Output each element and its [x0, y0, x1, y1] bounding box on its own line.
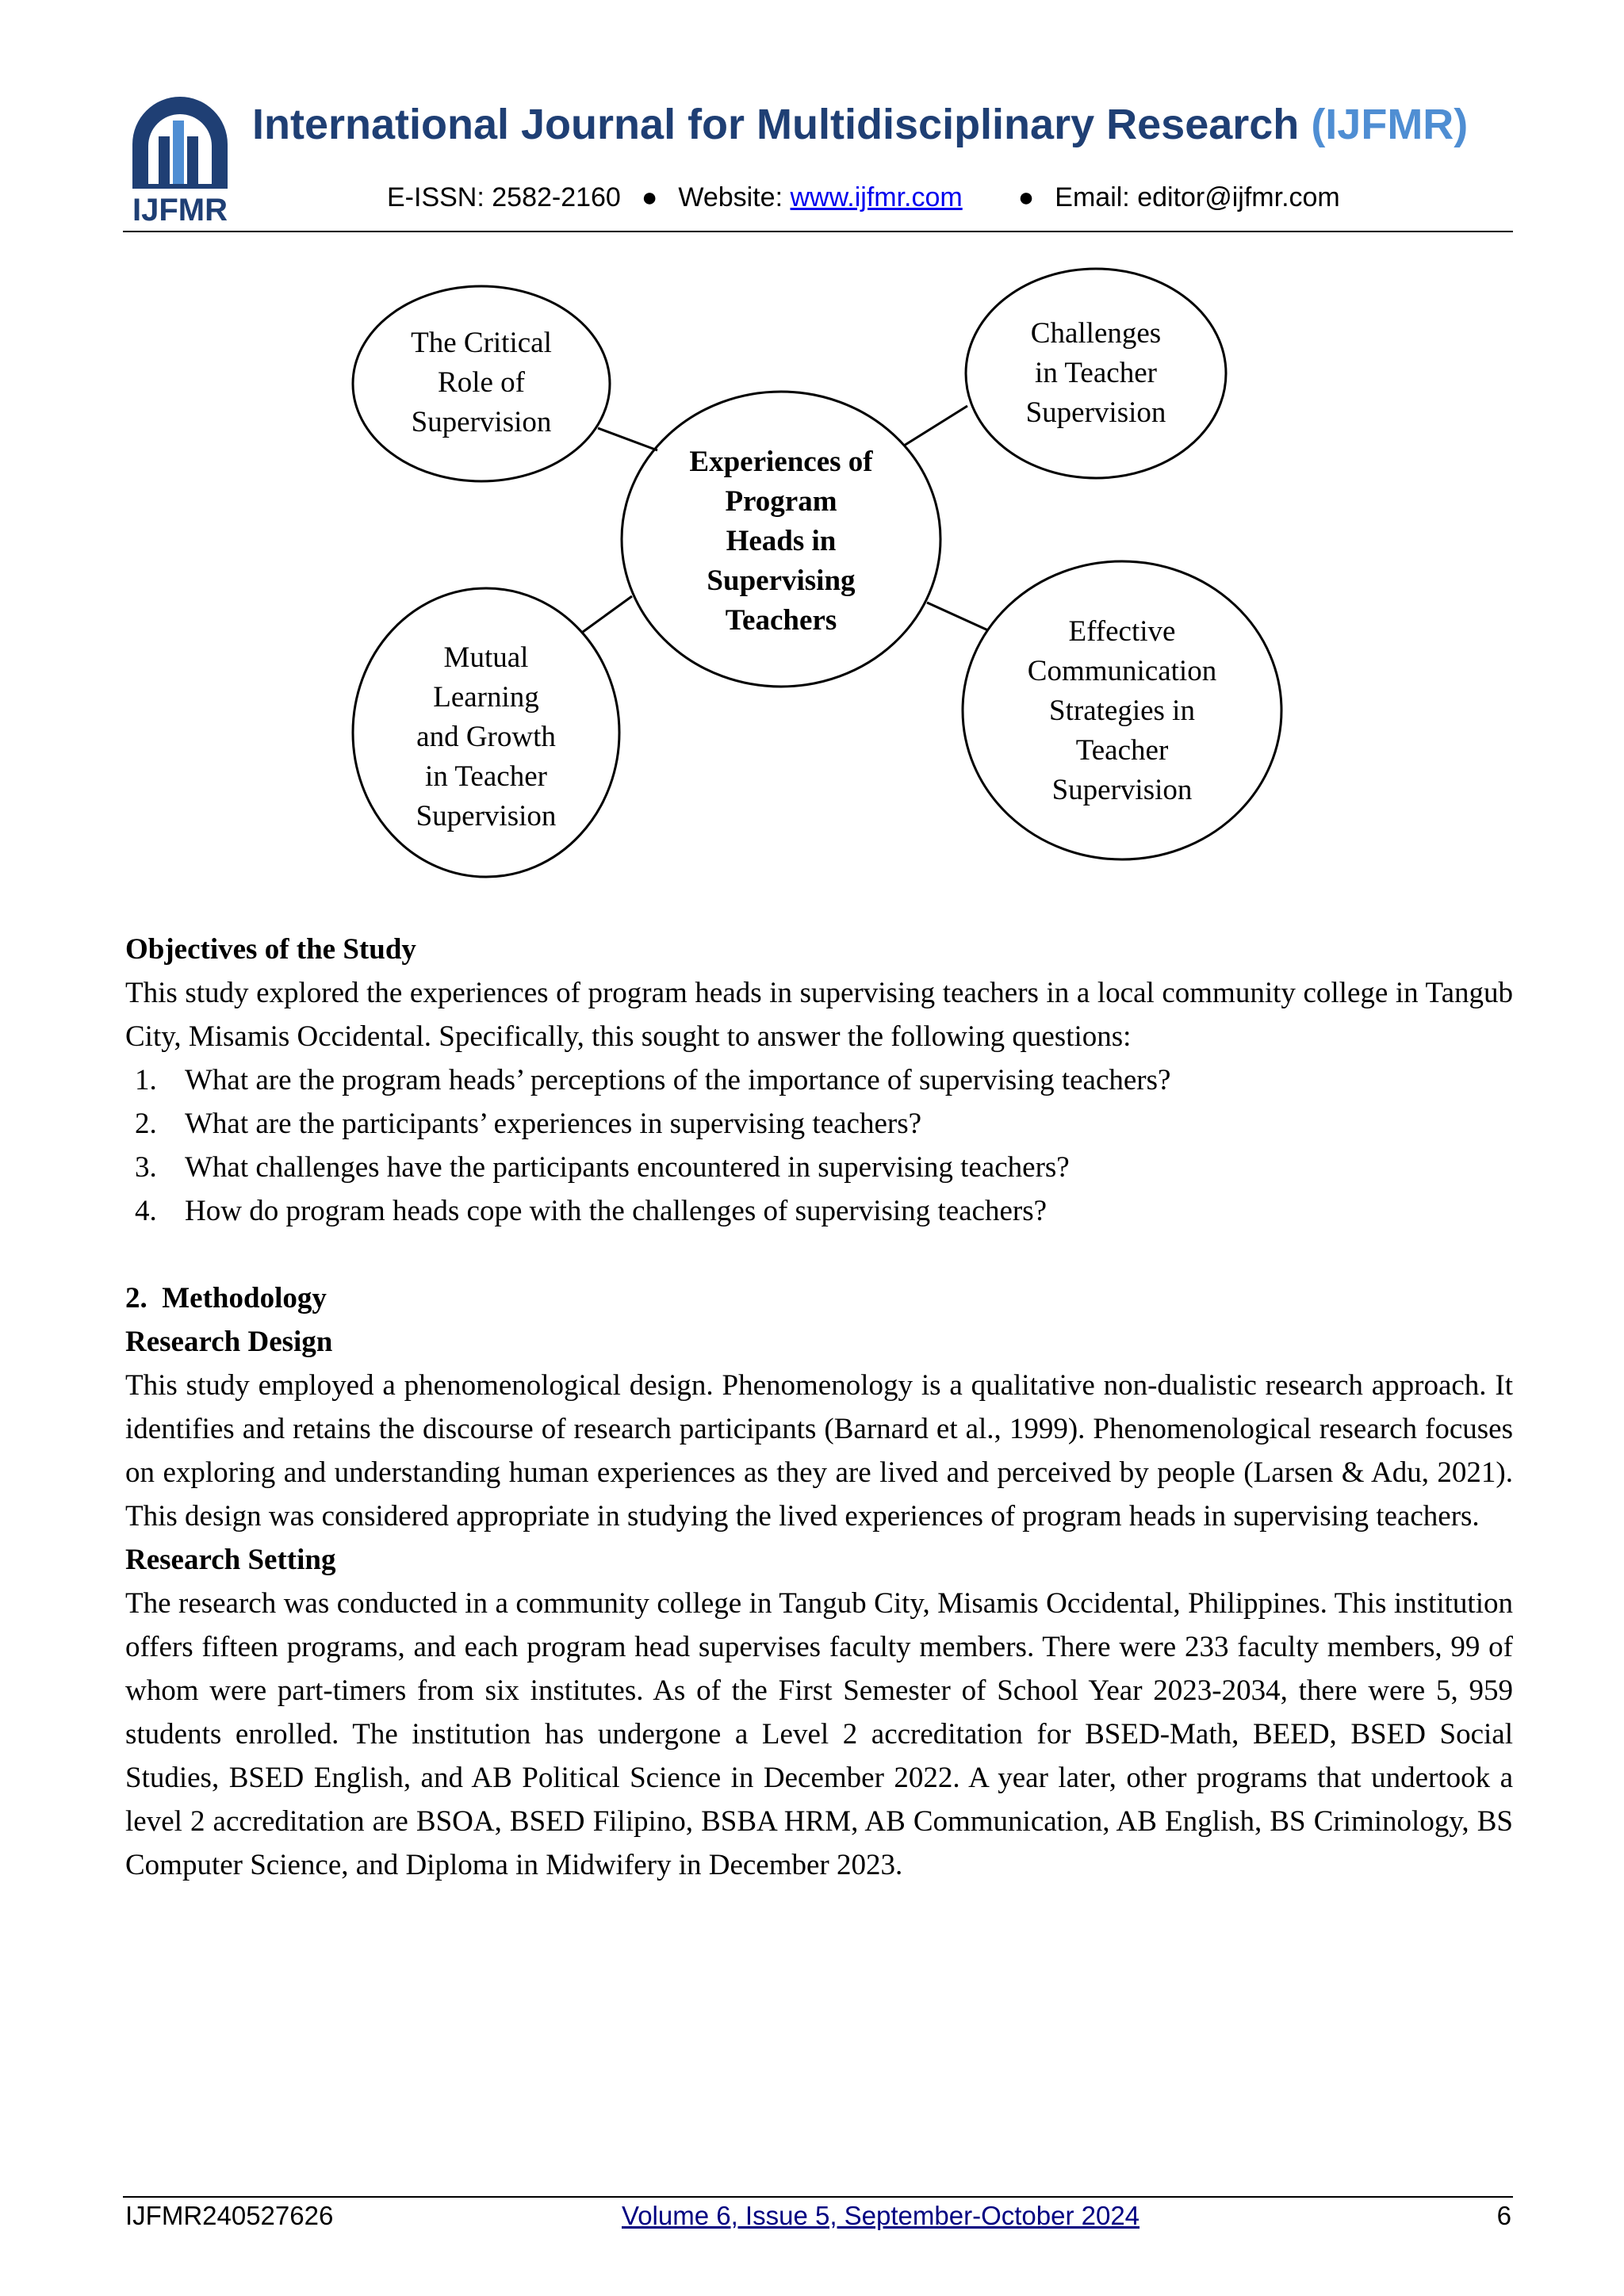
bullet: ●: [641, 182, 658, 212]
research-design-text: This study employed a phenomenological design. Phenomenology is a qualitative non-dualistic research approach. It identifies and retains the discourse of research participants (Barnard et al., 1999). Phenomenological research focuses on exploring and understanding human experiences as they are lived and perceived by people (Larsen & Adu, 2021). This design was considered appropriate in studying the lived experiences of program heads in supervising teachers.: [125, 1369, 1513, 1533]
node-line: Teacher: [1075, 734, 1169, 767]
list-text: How do program heads cope with the challenges of supervising teachers?: [185, 1195, 1048, 1227]
node-line: Supervision: [411, 406, 552, 438]
node-line: Experiences of: [689, 446, 873, 478]
list-text: What are the program heads’ perceptions of the importance of supervising teachers?: [185, 1064, 1171, 1096]
website-link[interactable]: www.ijfmr.com: [790, 182, 963, 212]
list-item: [125, 1058, 1188, 1102]
node-line: Role of: [438, 366, 525, 399]
node-center: [689, 442, 872, 641]
node-line: Learning: [433, 681, 539, 714]
node-line: in Teacher: [1035, 357, 1157, 389]
node-challenges: [1026, 314, 1166, 433]
node-line: Program: [725, 485, 837, 518]
research-setting-heading: Research Setting: [125, 1544, 336, 1576]
journal-abbr: (IJFMR): [1311, 101, 1469, 148]
bullet: ●: [1017, 182, 1035, 212]
footer-id: IJFMR240527626: [125, 2201, 334, 2230]
node-line: Mutual: [443, 641, 529, 674]
list-number: 3.: [135, 1151, 157, 1184]
node-line: Supervision: [1051, 774, 1193, 806]
connector: [583, 596, 632, 632]
list-number: 2.: [135, 1108, 157, 1140]
list-number: 4.: [135, 1195, 157, 1227]
website-label: Website:: [678, 182, 783, 212]
methodology-heading: 2. Methodology: [125, 1282, 327, 1314]
node-line: Supervising: [707, 564, 856, 597]
list-item: [125, 1102, 1513, 1146]
node-line: Challenges: [1030, 317, 1162, 350]
objectives-intro: This study explored the experiences of program heads in supervising teachers in a local community college in Tangub City, Misamis Occidental. Specifically, this sought to answer the following questions:: [125, 977, 1513, 1053]
footer-rule: [123, 2196, 1513, 2198]
list-text: What challenges have the participants encountered in supervising teachers?: [185, 1151, 1070, 1184]
list-number: 1.: [135, 1064, 157, 1096]
connector: [927, 603, 988, 630]
objectives-heading: Objectives of the Study: [125, 933, 416, 966]
node-effective: [1028, 612, 1216, 810]
node-line: Teachers: [725, 604, 837, 637]
node-line: The Critical: [411, 327, 552, 359]
node-line: Communication: [1027, 655, 1217, 687]
research-setting-text: The research was conducted in a community college in Tangub City, Misamis Occidental, Philippines. This institution offers fifteen programs, and each program head supervises faculty members. There were 233 faculty members, 99 of whom were part-timers from six institutes. As of the First Semester of School Year 2023-2034, there were 5, 959 students enrolled. The institution has undergone a Level 2 accreditation for BSED-Math, BEED, BSED Social Studies, BSED English, and AB Political Science in December 2022. A year later, other programs that undertook a level 2 accreditation are BSOA, BSED Filipino, BSBA HRM, AB Communication, AB English, BS Criminology, BS Computer Science, and Diploma in Midwifery in December 2023.: [125, 1587, 1513, 1881]
svg-text:IJFMR: IJFMR: [132, 193, 228, 225]
list-item: [125, 1189, 1053, 1233]
list-text: What are the participants’ experiences in supervising teachers?: [185, 1108, 922, 1140]
node-line: Supervision: [1025, 396, 1166, 429]
issn: E-ISSN: 2582-2160: [387, 182, 621, 212]
node-line: Strategies in: [1049, 695, 1195, 727]
node-mutual: [416, 638, 557, 836]
research-design-heading: Research Design: [125, 1326, 333, 1358]
page-number: 6: [1496, 2201, 1511, 2230]
list-item: [125, 1146, 1513, 1189]
connector: [904, 406, 967, 446]
node-line: in Teacher: [425, 760, 547, 793]
article-body: [125, 928, 1513, 1887]
connector: [598, 428, 657, 450]
node-line: Heads in: [726, 525, 837, 557]
research-questions: [125, 1058, 1513, 1233]
node-line: Effective: [1068, 615, 1176, 648]
node-line: Supervision: [416, 800, 557, 832]
email: Email: editor@ijfmr.com: [1055, 182, 1340, 212]
node-line: and Growth: [416, 721, 556, 753]
journal-name: International Journal for Multidisciplinary Research: [252, 101, 1300, 148]
footer-volume[interactable]: Volume 6, Issue 5, September-October 2024: [622, 2201, 1140, 2230]
node-critical: [411, 323, 552, 442]
